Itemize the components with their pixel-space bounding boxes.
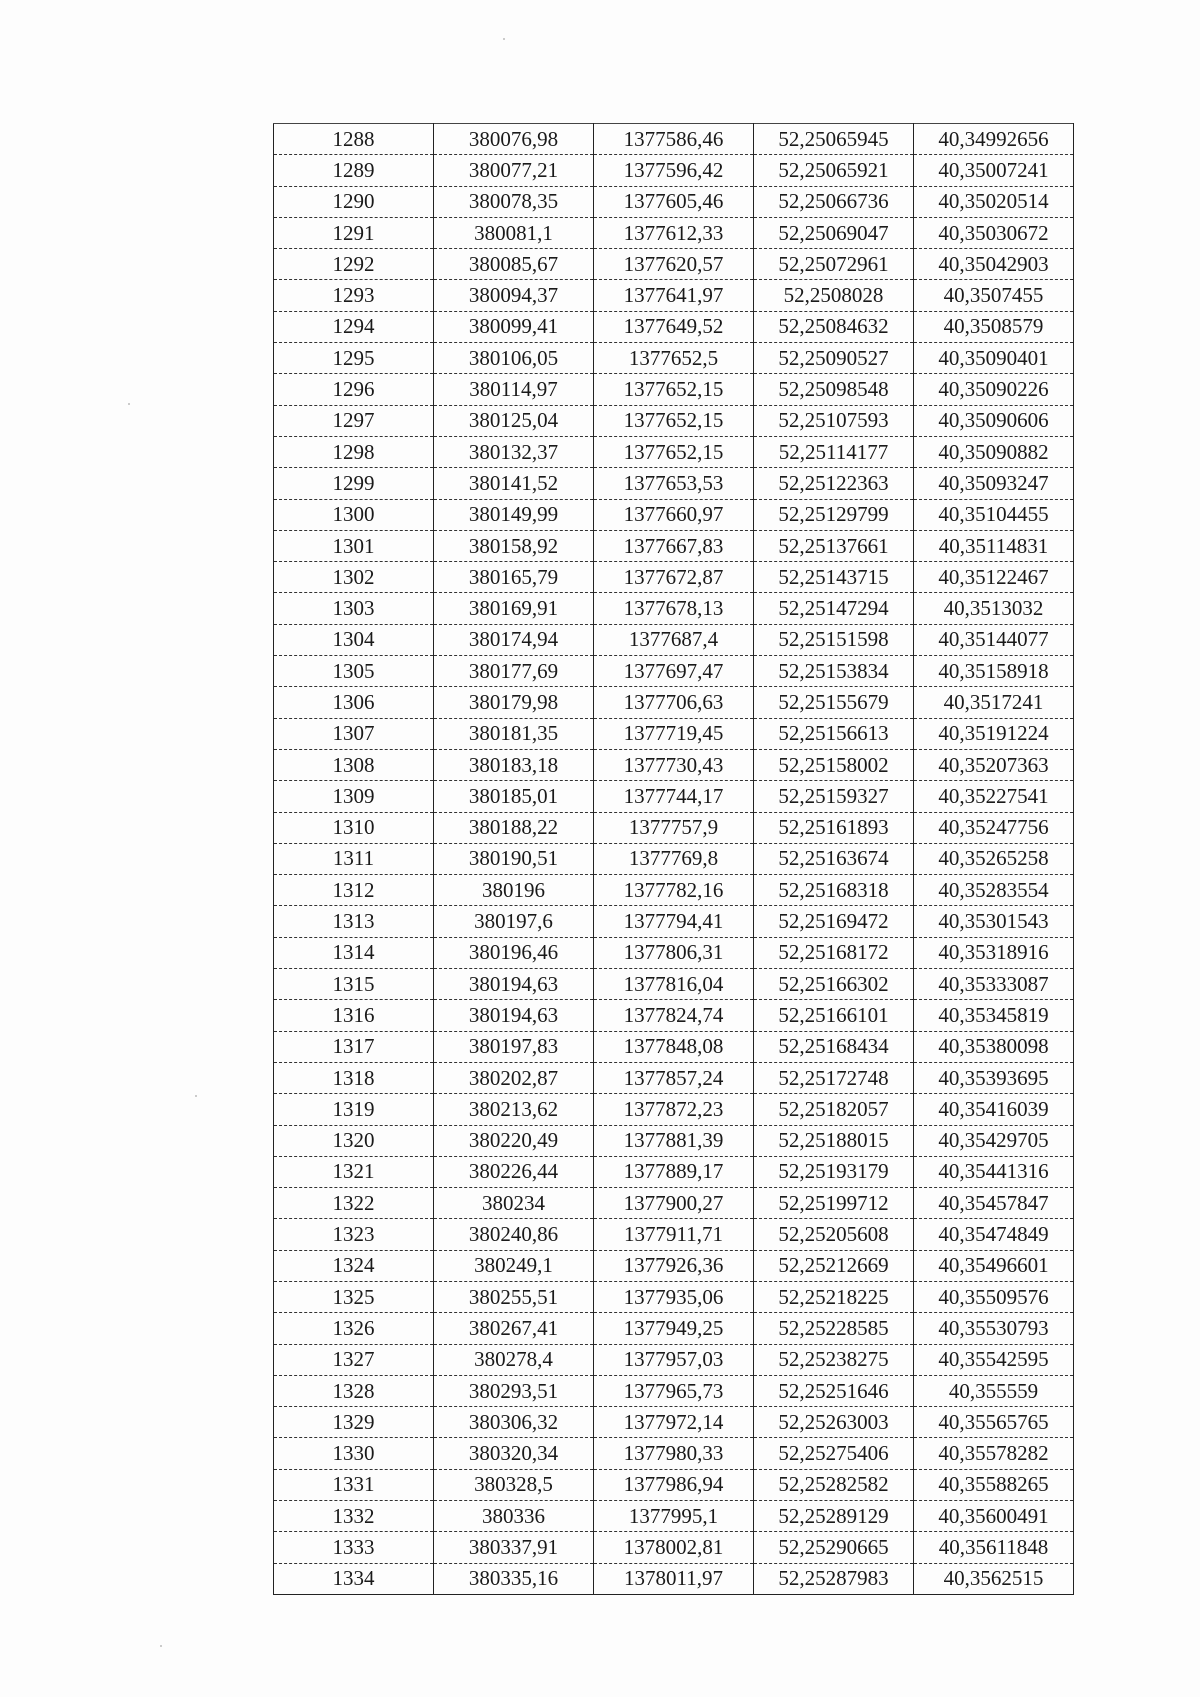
latitude-cell: 52,2508028 (754, 280, 914, 311)
point-number-cell: 1323 (274, 1219, 434, 1250)
y-coordinate-cell: 1377972,14 (594, 1407, 754, 1438)
x-coordinate-cell: 380293,51 (434, 1375, 594, 1406)
table-row (274, 1532, 1074, 1563)
x-coordinate-cell: 380077,21 (434, 155, 594, 186)
x-coordinate-cell: 380249,1 (434, 1250, 594, 1281)
longitude-cell: 40,3507455 (914, 280, 1074, 311)
point-number-cell: 1325 (274, 1281, 434, 1312)
latitude-cell: 52,25153834 (754, 656, 914, 687)
x-coordinate-cell: 380220,49 (434, 1125, 594, 1156)
x-coordinate-cell: 380081,1 (434, 217, 594, 248)
x-coordinate-cell: 380226,44 (434, 1156, 594, 1187)
table-row (274, 311, 1074, 342)
table-row (274, 186, 1074, 217)
table-row (274, 1469, 1074, 1500)
latitude-cell: 52,25156613 (754, 718, 914, 749)
y-coordinate-cell: 1377957,03 (594, 1344, 754, 1375)
latitude-cell: 52,25182057 (754, 1094, 914, 1125)
x-coordinate-cell: 380337,91 (434, 1532, 594, 1563)
x-coordinate-cell: 380185,01 (434, 781, 594, 812)
point-number-cell: 1319 (274, 1094, 434, 1125)
longitude-cell: 40,35393695 (914, 1062, 1074, 1093)
x-coordinate-cell: 380188,22 (434, 812, 594, 843)
latitude-cell: 52,25275406 (754, 1438, 914, 1469)
table-row (274, 1062, 1074, 1093)
table-row (274, 405, 1074, 436)
y-coordinate-cell: 1377782,16 (594, 875, 754, 906)
table-row (274, 718, 1074, 749)
x-coordinate-cell: 380267,41 (434, 1313, 594, 1344)
longitude-cell: 40,35007241 (914, 155, 1074, 186)
latitude-cell: 52,25066736 (754, 186, 914, 217)
longitude-cell: 40,35104455 (914, 499, 1074, 530)
table-row (274, 124, 1074, 155)
scan-speck (160, 1645, 162, 1647)
y-coordinate-cell: 1377816,04 (594, 969, 754, 1000)
point-number-cell: 1305 (274, 656, 434, 687)
longitude-cell: 40,35496601 (914, 1250, 1074, 1281)
latitude-cell: 52,25107593 (754, 405, 914, 436)
latitude-cell: 52,25205608 (754, 1219, 914, 1250)
point-number-cell: 1307 (274, 718, 434, 749)
x-coordinate-cell: 380183,18 (434, 749, 594, 780)
latitude-cell: 52,25212669 (754, 1250, 914, 1281)
longitude-cell: 40,35090226 (914, 374, 1074, 405)
latitude-cell: 52,25147294 (754, 593, 914, 624)
scan-speck (128, 403, 130, 405)
y-coordinate-cell: 1377652,5 (594, 343, 754, 374)
table-row (274, 1438, 1074, 1469)
latitude-cell: 52,25251646 (754, 1375, 914, 1406)
longitude-cell: 40,35416039 (914, 1094, 1074, 1125)
point-number-cell: 1297 (274, 405, 434, 436)
table-row (274, 1501, 1074, 1532)
point-number-cell: 1326 (274, 1313, 434, 1344)
latitude-cell: 52,25159327 (754, 781, 914, 812)
point-number-cell: 1301 (274, 530, 434, 561)
y-coordinate-cell: 1377672,87 (594, 562, 754, 593)
y-coordinate-cell: 1377911,71 (594, 1219, 754, 1250)
latitude-cell: 52,25098548 (754, 374, 914, 405)
latitude-cell: 52,25172748 (754, 1062, 914, 1093)
longitude-cell: 40,35114831 (914, 530, 1074, 561)
point-number-cell: 1333 (274, 1532, 434, 1563)
x-coordinate-cell: 380181,35 (434, 718, 594, 749)
point-number-cell: 1296 (274, 374, 434, 405)
latitude-cell: 52,25114177 (754, 436, 914, 467)
point-number-cell: 1292 (274, 249, 434, 280)
table-row (274, 624, 1074, 655)
latitude-cell: 52,25168318 (754, 875, 914, 906)
x-coordinate-cell: 380099,41 (434, 311, 594, 342)
x-coordinate-cell: 380158,92 (434, 530, 594, 561)
y-coordinate-cell: 1377757,9 (594, 812, 754, 843)
x-coordinate-cell: 380234 (434, 1188, 594, 1219)
y-coordinate-cell: 1377872,23 (594, 1094, 754, 1125)
point-number-cell: 1315 (274, 969, 434, 1000)
table-row (274, 530, 1074, 561)
y-coordinate-cell: 1377986,94 (594, 1469, 754, 1500)
scan-speck (503, 38, 505, 40)
scan-speck (195, 1095, 197, 1097)
x-coordinate-cell: 380197,6 (434, 906, 594, 937)
x-coordinate-cell: 380306,32 (434, 1407, 594, 1438)
latitude-cell: 52,25218225 (754, 1281, 914, 1312)
longitude-cell: 40,35191224 (914, 718, 1074, 749)
point-number-cell: 1294 (274, 311, 434, 342)
longitude-cell: 40,3517241 (914, 687, 1074, 718)
y-coordinate-cell: 1377719,45 (594, 718, 754, 749)
latitude-cell: 52,25289129 (754, 1501, 914, 1532)
latitude-cell: 52,25166302 (754, 969, 914, 1000)
x-coordinate-cell: 380255,51 (434, 1281, 594, 1312)
x-coordinate-cell: 380196,46 (434, 937, 594, 968)
x-coordinate-cell: 380125,04 (434, 405, 594, 436)
table-row (274, 1000, 1074, 1031)
point-number-cell: 1298 (274, 436, 434, 467)
table-row (274, 562, 1074, 593)
y-coordinate-cell: 1377848,08 (594, 1031, 754, 1062)
point-number-cell: 1291 (274, 217, 434, 248)
table-row (274, 843, 1074, 874)
longitude-cell: 40,35588265 (914, 1469, 1074, 1500)
table-row (274, 656, 1074, 687)
longitude-cell: 40,35474849 (914, 1219, 1074, 1250)
x-coordinate-cell: 380114,97 (434, 374, 594, 405)
table-row (274, 468, 1074, 499)
y-coordinate-cell: 1377824,74 (594, 1000, 754, 1031)
x-coordinate-cell: 380106,05 (434, 343, 594, 374)
point-number-cell: 1318 (274, 1062, 434, 1093)
table-row (274, 436, 1074, 467)
table-row (274, 781, 1074, 812)
longitude-cell: 40,34992656 (914, 124, 1074, 155)
point-number-cell: 1288 (274, 124, 434, 155)
y-coordinate-cell: 1377769,8 (594, 843, 754, 874)
y-coordinate-cell: 1377965,73 (594, 1375, 754, 1406)
table-row (274, 969, 1074, 1000)
longitude-cell: 40,35333087 (914, 969, 1074, 1000)
y-coordinate-cell: 1377806,31 (594, 937, 754, 968)
latitude-cell: 52,25188015 (754, 1125, 914, 1156)
y-coordinate-cell: 1377706,63 (594, 687, 754, 718)
x-coordinate-cell: 380213,62 (434, 1094, 594, 1125)
point-number-cell: 1300 (274, 499, 434, 530)
x-coordinate-cell: 380132,37 (434, 436, 594, 467)
longitude-cell: 40,35530793 (914, 1313, 1074, 1344)
latitude-cell: 52,25161893 (754, 812, 914, 843)
point-number-cell: 1316 (274, 1000, 434, 1031)
x-coordinate-cell: 380085,67 (434, 249, 594, 280)
latitude-cell: 52,25228585 (754, 1313, 914, 1344)
point-number-cell: 1332 (274, 1501, 434, 1532)
x-coordinate-cell: 380149,99 (434, 499, 594, 530)
coordinates-table (273, 123, 1074, 1595)
y-coordinate-cell: 1377980,33 (594, 1438, 754, 1469)
latitude-cell: 52,25129799 (754, 499, 914, 530)
longitude-cell: 40,35042903 (914, 249, 1074, 280)
point-number-cell: 1313 (274, 906, 434, 937)
longitude-cell: 40,3508579 (914, 311, 1074, 342)
table-row (274, 1375, 1074, 1406)
y-coordinate-cell: 1377687,4 (594, 624, 754, 655)
x-coordinate-cell: 380240,86 (434, 1219, 594, 1250)
table-row (274, 217, 1074, 248)
table-row (274, 593, 1074, 624)
x-coordinate-cell: 380278,4 (434, 1344, 594, 1375)
longitude-cell: 40,35457847 (914, 1188, 1074, 1219)
point-number-cell: 1317 (274, 1031, 434, 1062)
table-row (274, 1250, 1074, 1281)
y-coordinate-cell: 1377900,27 (594, 1188, 754, 1219)
longitude-cell: 40,35265258 (914, 843, 1074, 874)
y-coordinate-cell: 1377652,15 (594, 374, 754, 405)
y-coordinate-cell: 1377744,17 (594, 781, 754, 812)
point-number-cell: 1328 (274, 1375, 434, 1406)
longitude-cell: 40,35090882 (914, 436, 1074, 467)
latitude-cell: 52,25122363 (754, 468, 914, 499)
longitude-cell: 40,35020514 (914, 186, 1074, 217)
table-row (274, 1281, 1074, 1312)
longitude-cell: 40,35578282 (914, 1438, 1074, 1469)
x-coordinate-cell: 380320,34 (434, 1438, 594, 1469)
table-row (274, 1188, 1074, 1219)
longitude-cell: 40,35345819 (914, 1000, 1074, 1031)
y-coordinate-cell: 1377652,15 (594, 436, 754, 467)
point-number-cell: 1303 (274, 593, 434, 624)
y-coordinate-cell: 1377596,42 (594, 155, 754, 186)
latitude-cell: 52,25282582 (754, 1469, 914, 1500)
table-row (274, 1313, 1074, 1344)
latitude-cell: 52,25263003 (754, 1407, 914, 1438)
point-number-cell: 1306 (274, 687, 434, 718)
table-row (274, 1156, 1074, 1187)
y-coordinate-cell: 1377926,36 (594, 1250, 754, 1281)
table-row (274, 812, 1074, 843)
point-number-cell: 1290 (274, 186, 434, 217)
y-coordinate-cell: 1377949,25 (594, 1313, 754, 1344)
latitude-cell: 52,25238275 (754, 1344, 914, 1375)
point-number-cell: 1329 (274, 1407, 434, 1438)
point-number-cell: 1334 (274, 1563, 434, 1594)
point-number-cell: 1312 (274, 875, 434, 906)
x-coordinate-cell: 380336 (434, 1501, 594, 1532)
table-row (274, 249, 1074, 280)
latitude-cell: 52,25168434 (754, 1031, 914, 1062)
table-row (274, 343, 1074, 374)
x-coordinate-cell: 380094,37 (434, 280, 594, 311)
x-coordinate-cell: 380335,16 (434, 1563, 594, 1594)
x-coordinate-cell: 380202,87 (434, 1062, 594, 1093)
table-row (274, 155, 1074, 186)
longitude-cell: 40,35441316 (914, 1156, 1074, 1187)
longitude-cell: 40,35030672 (914, 217, 1074, 248)
y-coordinate-cell: 1377794,41 (594, 906, 754, 937)
point-number-cell: 1289 (274, 155, 434, 186)
table-row (274, 687, 1074, 718)
x-coordinate-cell: 380197,83 (434, 1031, 594, 1062)
point-number-cell: 1302 (274, 562, 434, 593)
y-coordinate-cell: 1377881,39 (594, 1125, 754, 1156)
longitude-cell: 40,35158918 (914, 656, 1074, 687)
point-number-cell: 1310 (274, 812, 434, 843)
table-row (274, 937, 1074, 968)
table-row (274, 1563, 1074, 1594)
point-number-cell: 1320 (274, 1125, 434, 1156)
longitude-cell: 40,35207363 (914, 749, 1074, 780)
latitude-cell: 52,25084632 (754, 311, 914, 342)
table-row (274, 906, 1074, 937)
y-coordinate-cell: 1377586,46 (594, 124, 754, 155)
longitude-cell: 40,35090606 (914, 405, 1074, 436)
longitude-cell: 40,35122467 (914, 562, 1074, 593)
y-coordinate-cell: 1377605,46 (594, 186, 754, 217)
longitude-cell: 40,35509576 (914, 1281, 1074, 1312)
x-coordinate-cell: 380328,5 (434, 1469, 594, 1500)
y-coordinate-cell: 1377667,83 (594, 530, 754, 561)
longitude-cell: 40,35318916 (914, 937, 1074, 968)
x-coordinate-cell: 380169,91 (434, 593, 594, 624)
x-coordinate-cell: 380196 (434, 875, 594, 906)
x-coordinate-cell: 380078,35 (434, 186, 594, 217)
longitude-cell: 40,35600491 (914, 1501, 1074, 1532)
latitude-cell: 52,25155679 (754, 687, 914, 718)
longitude-cell: 40,35565765 (914, 1407, 1074, 1438)
longitude-cell: 40,35247756 (914, 812, 1074, 843)
latitude-cell: 52,25163674 (754, 843, 914, 874)
longitude-cell: 40,35611848 (914, 1532, 1074, 1563)
coordinates-table-body (274, 124, 1074, 1595)
point-number-cell: 1331 (274, 1469, 434, 1500)
x-coordinate-cell: 380165,79 (434, 562, 594, 593)
x-coordinate-cell: 380194,63 (434, 1000, 594, 1031)
point-number-cell: 1311 (274, 843, 434, 874)
y-coordinate-cell: 1377857,24 (594, 1062, 754, 1093)
latitude-cell: 52,25069047 (754, 217, 914, 248)
y-coordinate-cell: 1378011,97 (594, 1563, 754, 1594)
longitude-cell: 40,35283554 (914, 875, 1074, 906)
longitude-cell: 40,35227541 (914, 781, 1074, 812)
longitude-cell: 40,3562515 (914, 1563, 1074, 1594)
longitude-cell: 40,35429705 (914, 1125, 1074, 1156)
latitude-cell: 52,25166101 (754, 1000, 914, 1031)
y-coordinate-cell: 1377730,43 (594, 749, 754, 780)
y-coordinate-cell: 1377697,47 (594, 656, 754, 687)
latitude-cell: 52,25065921 (754, 155, 914, 186)
point-number-cell: 1322 (274, 1188, 434, 1219)
point-number-cell: 1299 (274, 468, 434, 499)
longitude-cell: 40,35301543 (914, 906, 1074, 937)
table-row (274, 1031, 1074, 1062)
point-number-cell: 1309 (274, 781, 434, 812)
latitude-cell: 52,25151598 (754, 624, 914, 655)
longitude-cell: 40,35144077 (914, 624, 1074, 655)
x-coordinate-cell: 380190,51 (434, 843, 594, 874)
latitude-cell: 52,25290665 (754, 1532, 914, 1563)
x-coordinate-cell: 380179,98 (434, 687, 594, 718)
point-number-cell: 1304 (274, 624, 434, 655)
y-coordinate-cell: 1377652,15 (594, 405, 754, 436)
latitude-cell: 52,25158002 (754, 749, 914, 780)
point-number-cell: 1324 (274, 1250, 434, 1281)
x-coordinate-cell: 380141,52 (434, 468, 594, 499)
table-row (274, 1219, 1074, 1250)
latitude-cell: 52,25169472 (754, 906, 914, 937)
latitude-cell: 52,25287983 (754, 1563, 914, 1594)
latitude-cell: 52,25137661 (754, 530, 914, 561)
x-coordinate-cell: 380177,69 (434, 656, 594, 687)
table-row (274, 1094, 1074, 1125)
longitude-cell: 40,35090401 (914, 343, 1074, 374)
point-number-cell: 1293 (274, 280, 434, 311)
point-number-cell: 1321 (274, 1156, 434, 1187)
longitude-cell: 40,355559 (914, 1375, 1074, 1406)
point-number-cell: 1314 (274, 937, 434, 968)
latitude-cell: 52,25090527 (754, 343, 914, 374)
y-coordinate-cell: 1377660,97 (594, 499, 754, 530)
table-row (274, 499, 1074, 530)
x-coordinate-cell: 380174,94 (434, 624, 594, 655)
x-coordinate-cell: 380076,98 (434, 124, 594, 155)
latitude-cell: 52,25199712 (754, 1188, 914, 1219)
latitude-cell: 52,25168172 (754, 937, 914, 968)
y-coordinate-cell: 1377649,52 (594, 311, 754, 342)
table-row (274, 1344, 1074, 1375)
table-row (274, 875, 1074, 906)
table-row (274, 1125, 1074, 1156)
y-coordinate-cell: 1377889,17 (594, 1156, 754, 1187)
y-coordinate-cell: 1377678,13 (594, 593, 754, 624)
latitude-cell: 52,25143715 (754, 562, 914, 593)
point-number-cell: 1295 (274, 343, 434, 374)
table-row (274, 1407, 1074, 1438)
table-row (274, 280, 1074, 311)
latitude-cell: 52,25065945 (754, 124, 914, 155)
table-row (274, 374, 1074, 405)
y-coordinate-cell: 1377995,1 (594, 1501, 754, 1532)
y-coordinate-cell: 1377620,57 (594, 249, 754, 280)
y-coordinate-cell: 1378002,81 (594, 1532, 754, 1563)
table-row (274, 749, 1074, 780)
point-number-cell: 1330 (274, 1438, 434, 1469)
longitude-cell: 40,3513032 (914, 593, 1074, 624)
latitude-cell: 52,25193179 (754, 1156, 914, 1187)
y-coordinate-cell: 1377653,53 (594, 468, 754, 499)
longitude-cell: 40,35093247 (914, 468, 1074, 499)
longitude-cell: 40,35542595 (914, 1344, 1074, 1375)
point-number-cell: 1308 (274, 749, 434, 780)
latitude-cell: 52,25072961 (754, 249, 914, 280)
x-coordinate-cell: 380194,63 (434, 969, 594, 1000)
point-number-cell: 1327 (274, 1344, 434, 1375)
longitude-cell: 40,35380098 (914, 1031, 1074, 1062)
y-coordinate-cell: 1377641,97 (594, 280, 754, 311)
y-coordinate-cell: 1377612,33 (594, 217, 754, 248)
y-coordinate-cell: 1377935,06 (594, 1281, 754, 1312)
